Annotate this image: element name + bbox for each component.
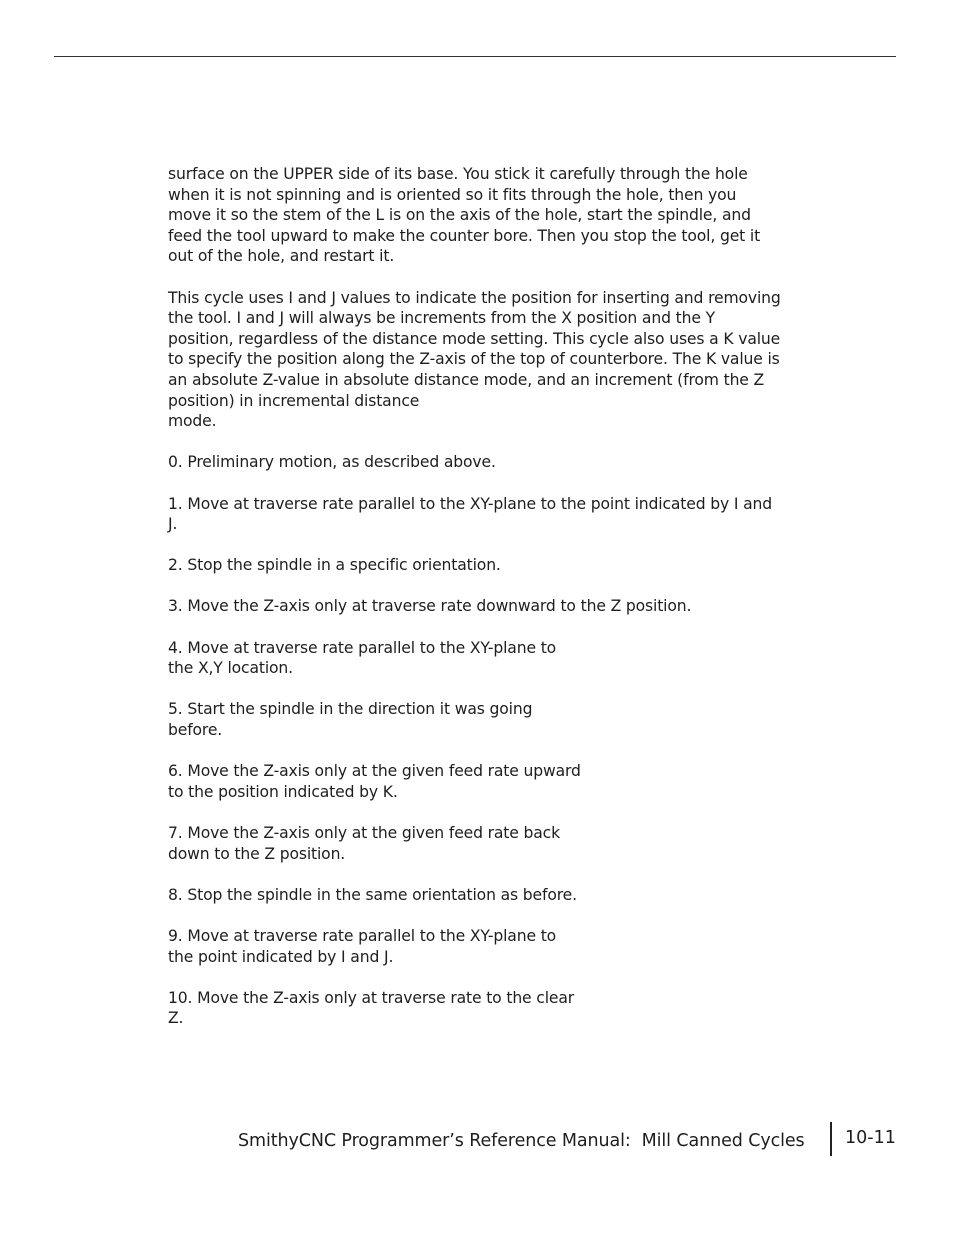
step-item: 3. Move the Z-axis only at traverse rate downward to the Z position. <box>168 597 692 616</box>
header-rule <box>54 56 896 57</box>
step-item: 0. Preliminary motion, as described above. <box>168 453 496 472</box>
body-paragraph: surface on the UPPER side of its base. You stick it carefully through the hole when it is not spinning and is oriented so it fits through the hole, then you move it so the stem of the L is on the axis of the hole, start the spindle, and feed the tool upward to make the counter bore. Then you stop the tool, get it out of the hole, and restart it. <box>168 165 761 266</box>
page-body <box>168 164 788 1050</box>
body-paragraph: This cycle uses I and J values to indicate the position for inserting and removing the tool. I and J will always be increments from the X position and the Y position, regardless of the distance mode setting. This cycle also uses a K value to specify the position along the Z-axis of the top of counterbore. The K value is an absolute Z-value in absolute distance mode, and an increment (from the Z position) in incremental distance mode. <box>168 288 781 431</box>
footer-divider <box>830 1122 832 1156</box>
page-number: 10-11 <box>845 1128 896 1148</box>
step-item: 5. Start the spindle in the direction it was going before. <box>168 700 533 740</box>
step-item: 8. Stop the spindle in the same orientation as before. <box>168 885 577 904</box>
footer-manual-title: SmithyCNC Programmer’s Reference Manual: Mill Canned Cycles <box>238 1131 805 1151</box>
step-item: 9. Move at traverse rate parallel to the XY-plane to the point indicated by I and J. <box>168 926 557 966</box>
step-item: 7. Move the Z-axis only at the given feed rate back down to the Z position. <box>168 824 560 863</box>
step-item: 4. Move at traverse rate parallel to the XY-plane to the X,Y location. <box>168 638 557 678</box>
step-item: 1. Move at traverse rate parallel to the XY-plane to the point indicated by I and J. <box>168 494 773 534</box>
step-item: 10. Move the Z-axis only at traverse rate to the clear Z. <box>168 988 575 1028</box>
step-item: 6. Move the Z-axis only at the given feed rate upward to the position indicated by K. <box>168 762 581 801</box>
step-item: 2. Stop the spindle in a specific orientation. <box>168 556 501 575</box>
